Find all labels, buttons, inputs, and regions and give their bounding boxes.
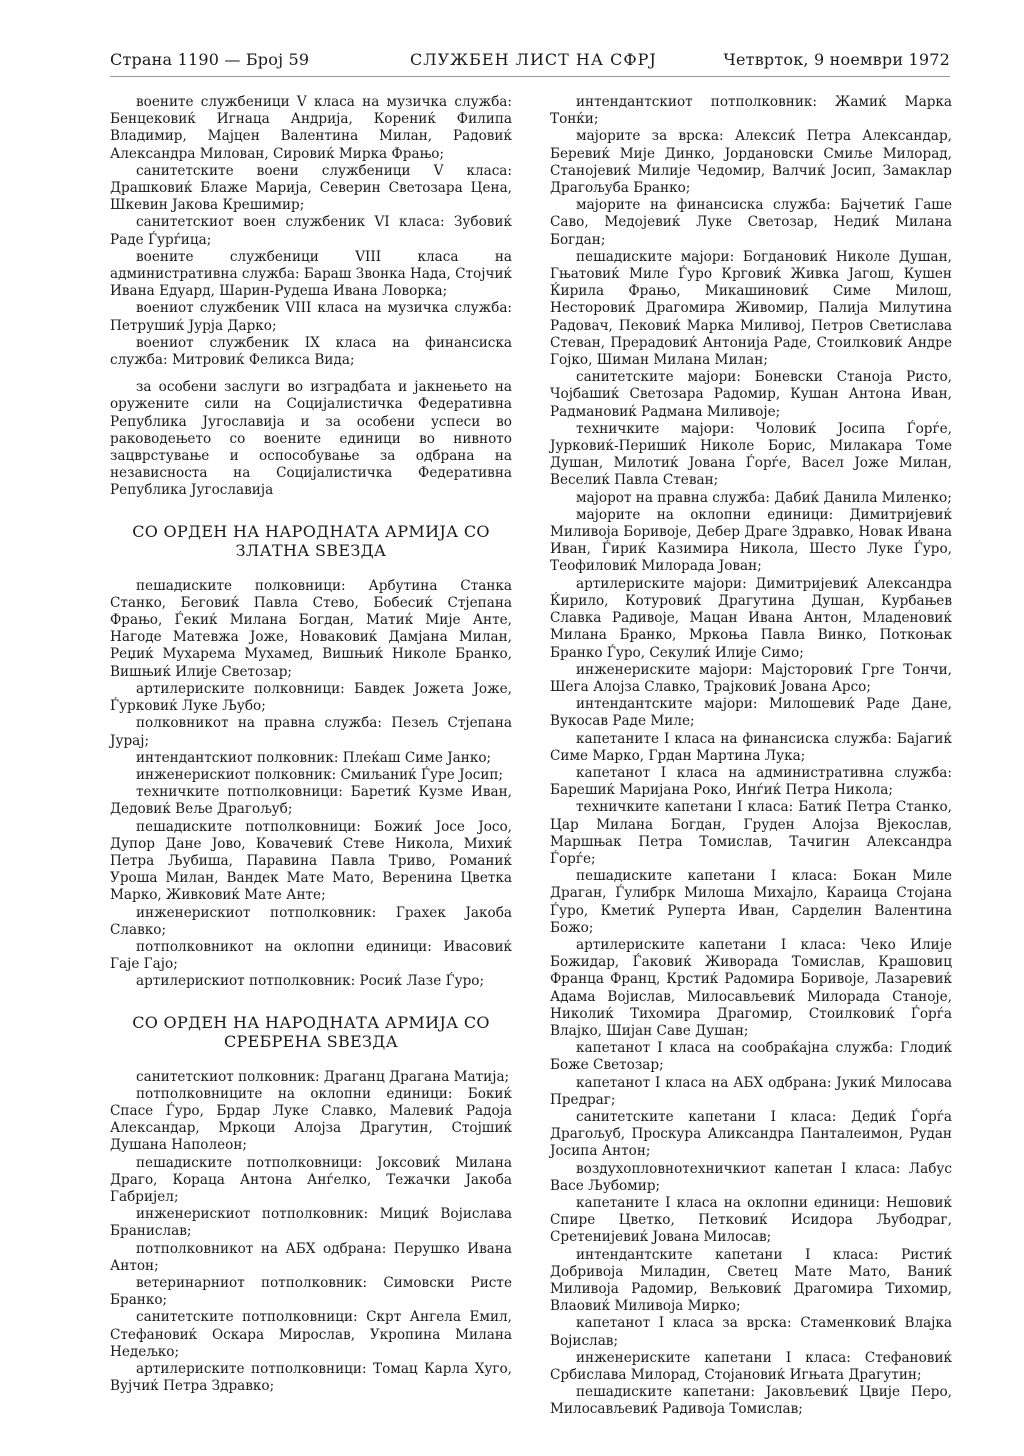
award-entry: техничките капетани I класа: Батиќ Петра Станко, Цар Милана Богдан, Груден Алојза Вјекослав, Маршњак Петра Томислав, Тачигин Александра Ѓорѓе; [550, 799, 952, 867]
page-number: Страна 1190 — Број 59 [110, 50, 310, 69]
section-heading: СО ОРДЕН НА НАРОДНАТА АРМИЈА СО ЗЛАТНА ЅВЕЗДА [132, 521, 490, 560]
award-entry: воениот службеник VIII класа на музичка служба: Петрушиќ Јурја Дарко; [110, 300, 512, 334]
award-entry: пешадиските капетани: Јаковљевиќ Цвијe Перо, Милосављевиќ Радивоја Томислав; [550, 1384, 952, 1418]
award-entry: полковникот на правна служба: Пезељ Стјепана Јурај; [110, 715, 512, 749]
award-entry: санитетските мајори: Боневски Станоја Ристо, Чојбашиќ Светозара Радомир, Кушан Антона Иван, Радмановиќ Радмана Миливоје; [550, 369, 952, 420]
award-entry: техничките потполковници: Баретиќ Кузме Иван, Дедовиќ Веље Драгољуб; [110, 784, 512, 818]
award-entry: пешадиските капетани I класа: Бокан Миле Драган, Ѓулибрк Милоша Михајло, Караица Стојана Ѓуро, Кметиќ Руперта Иван, Сарделин Валентина Божо; [550, 868, 952, 936]
award-entry: потполковникот на оклопни единици: Ивасовиќ Гаје Гајо; [110, 938, 512, 973]
award-entry: капетанот I класа на сообраќајна служба: Глодиќ Боже Светозар; [550, 1040, 952, 1074]
award-entry: инженерискиот потполковник: Грахек Јакоба Славко; [110, 904, 512, 938]
award-entry: мајорот на правна служба: Дабиќ Данила Миленко; [576, 489, 952, 506]
header-rule [110, 76, 950, 77]
award-entry: санитетските воени службеници V класа: Драшковиќ Блаже Марија, Северин Светозара Цена, Шкевин Јакова Крешимир; [110, 162, 512, 214]
award-entry: интендантскиот потполковник: Жамиќ Марка Тонќи; [550, 94, 952, 128]
award-entry: капетаните I класа на оклопни единици: Нешовиќ Спире Цветко, Петковиќ Исидора Љубодраг, Сретенијевиќ Јована Милосав; [550, 1195, 952, 1246]
award-entry: капетанот I класа на АБХ одбрана: Јукиќ Милосава Предраг; [550, 1074, 952, 1108]
award-entry: интендантските капетани I класа: Ристиќ Добривоја Миладин, Светец Мате Мато, Ваниќ Миливоја Радомир, Вељковиќ Драгомира Тихомир, Влаовиќ Миливоја Мирко; [550, 1246, 952, 1315]
award-entry: артилериските полковници: Бавдек Јожета Јоже, Ѓурковиќ Луке Љубо; [110, 680, 512, 715]
page-header [110, 50, 950, 76]
left-column [110, 94, 512, 1395]
section-heading: СО ОРДЕН НА НАРОДНАТА АРМИЈА СО СРЕБРЕНА ЅВЕЗДА [132, 1012, 490, 1051]
award-entry: воениот службеник IX класа на финансиска служба: Митровиќ Феликса Вида; [110, 334, 512, 369]
award-entry: потполковниците на оклопни единици: Бокиќ Спасе Ѓуро, Брдар Луке Славко, Малевиќ Радоја Александар, Мркоци Алојза Драгутин, Стојшиќ Душана Наполеон; [110, 1085, 512, 1154]
award-entry: артилериските мајори: Димитријевиќ Александра Ќирило, Котуровиќ Драгутина Душан, Курбањев Славка Радивоје, Мацан Ивана Антон, Младеновиќ Милана Бранко, Мркоња Павла Винко, Поткоњак Бранко Ѓуро, Секулиќ Илије Симо; [550, 575, 952, 661]
award-entry: капетанот I класа на административна служба: Барешиќ Маријана Роко, Инѓиќ Петра Никола; [550, 764, 952, 799]
award-entry: капетанот I класа за врска: Стаменковиќ Влајка Војислав; [550, 1315, 952, 1349]
award-entry: инженериските мајори: Мајсторовиќ Грге Тончи, Шега Алојза Славко, Трајковиќ Јована Арсо; [550, 661, 952, 695]
award-entry: инженерискиот полковник: Смиљаниќ Ѓуре Јосип; [136, 766, 504, 783]
award-entry: санитетските капетани I класа: Дедиќ Ѓорѓа Драгољуб, Проскура Аликсандра Панталеимон, Рудан Јосипа Антон; [550, 1108, 952, 1160]
award-entry: ветеринарниот потполковник: Симовски Ристе Бранко; [110, 1274, 512, 1309]
award-entry: за особени заслуги во изградбата и јакнењето на оружените сили на Социјалистичка Федеративна Република Југославија и за особени успеси во раководењето со воените единици во нивното зацврстување и оспособување за одбрана на независноста на Социјалистичка Федеративна Република Југославија [110, 379, 512, 499]
award-entry: мајорите на финансиска служба: Бајчетиќ Гаше Саво, Медојевиќ Луке Светозар, Недиќ Милана Богдан; [550, 197, 952, 248]
award-entry: воените службеници VIII класа на административна служба: Бараш Звонка Нада, Стојчиќ Ивана Едуард, Шарин-Рудеша Ивана Ловорка; [110, 248, 512, 300]
award-entry: инженерискиот потполковник: Мициќ Војислава Бранислав; [110, 1206, 512, 1240]
award-entry: артилериските потполковници: Томац Карла Хуго, Вујчиќ Петра Здравко; [110, 1361, 512, 1395]
award-entry: санитетскиот воен службеник VI класа: Зубовиќ Раде Ѓурѓица; [110, 214, 512, 248]
award-entry: капетаните I класа на финансиска служба: Бајагиќ Симе Марко, Грдан Мартина Лука; [550, 730, 952, 764]
award-entry: интендантските мајори: Милошевиќ Раде Дане, Вукосав Раде Миле; [550, 696, 952, 730]
award-entry: пешадиските мајори: Богдановиќ Николе Душан, Гњатовиќ Миле Ѓуро Крговиќ Живка Јагош, Кушен Ќирила Фрањо, Микашиновиќ Симе Милош, Несторовиќ Драгомира Живомир, Палија Милутина Радовач, Пековиќ Марка Миливој, Петров Светислава Стеван, Прерадовиќ Антонија Раде, Стоилковиќ Андре Гојко, Шиман Милана Милан; [550, 248, 952, 369]
award-entry: инженериските капетани I класа: Стефановиќ Србислава Милорад, Стојановиќ Игњата Драгутин; [550, 1349, 952, 1384]
award-entry: мајорите за врска: Алексиќ Петра Александар, Беревиќ Мије Динко, Јордановски Смиље Милорад, Станојевиќ Милије Чедомир, Валчиќ Јосип, Замаклар Драгољуба Бранко; [550, 128, 952, 197]
award-entry: воздухопловнотехничкиот капетан I класа: Лабус Васе Љубомир; [550, 1160, 952, 1194]
award-entry: пешадиските полковници: Арбутина Станка Станко, Беговиќ Павла Стево, Бобесиќ Стјепана Фрањо, Ѓекиќ Милана Богдан, Матиќ Мије Анте, Нагоде Матевжа Јоже, Новаковиќ Дамјана Милан, Реџиќ Мухарема Мухамед, Вишњиќ Николе Бранко, Вишњиќ Илије Светозар; [110, 577, 512, 680]
right-column [550, 94, 952, 1419]
award-entry: санитетскиот полковник: Драганц Драгана Матија; [136, 1068, 510, 1085]
issue-date: Четврток, 9 ноември 1972 [723, 50, 950, 69]
award-entry: воените службеници V класа на музичка служба: Бенцековиќ Игнаца Андрија, Корениќ Филипа Владимир, Мајцен Валентина Милан, Радовиќ Александра Милован, Сировиќ Мирка Фрањо; [110, 94, 512, 162]
award-entry: пешадиските потполковници: Јоксовиќ Милана Драго, Кораца Антона Анѓелко, Тежачки Јакоба Габријел; [110, 1154, 512, 1205]
award-entry: мајорите на оклопни единици: Димитријевиќ Миливоја Боривоје, Дебер Драге Здравко, Новак Ивана Иван, Ѓириќ Казимира Никола, Шесто Луке Ѓуро, Теофиловиќ Милорада Јован; [550, 506, 952, 575]
gazette-title: СЛУЖБЕН ЛИСТ НА СФРЈ [410, 50, 657, 69]
award-entry: техничките мајори: Чоловиќ Јосипа Ѓорѓе, Јурковиќ-Перишиќ Николе Борис, Милакара Томе Душан, Милотиќ Јована Ѓорѓе, Васел Јоже Милан, Веселиќ Павла Стеван; [550, 420, 952, 489]
award-entry: артилерискиот потполковник: Росиќ Лазе Ѓуро; [136, 973, 485, 990]
award-entry: потполковникот на АБХ одбрана: Перушко Ивана Антон; [110, 1240, 512, 1274]
award-entry: артилериските капетани I класа: Чеко Илије Божидар, Ѓаковиќ Живорада Томислав, Крашовиц Франца Франц, Крстиќ Радомира Боривоје, Лазаревиќ Адама Војислав, Милосављевиќ Милорада Станоје, Николиќ Тихомира Драгомир, Стоилковиќ Ѓорѓа Влајко, Шијан Саве Душан; [550, 936, 952, 1039]
award-entry: санитетските потполковници: Скрт Ангела Емил, Стефановиќ Оскара Мирослав, Укропина Милана Недељко; [110, 1309, 512, 1360]
award-entry: интендантскиот полковник: Плеќаш Симе Јанко; [136, 749, 492, 766]
award-entry: пешадиските потполковници: Божиќ Јосе Јосо, Дупор Дане Јово, Ковачевиќ Стеве Никола, Михиќ Петра Љубиша, Паравина Павла Триво, Романиќ Уроша Милан, Вандек Мате Мато, Веренина Цветка Марко, Живковиќ Мате Анте; [110, 818, 512, 904]
